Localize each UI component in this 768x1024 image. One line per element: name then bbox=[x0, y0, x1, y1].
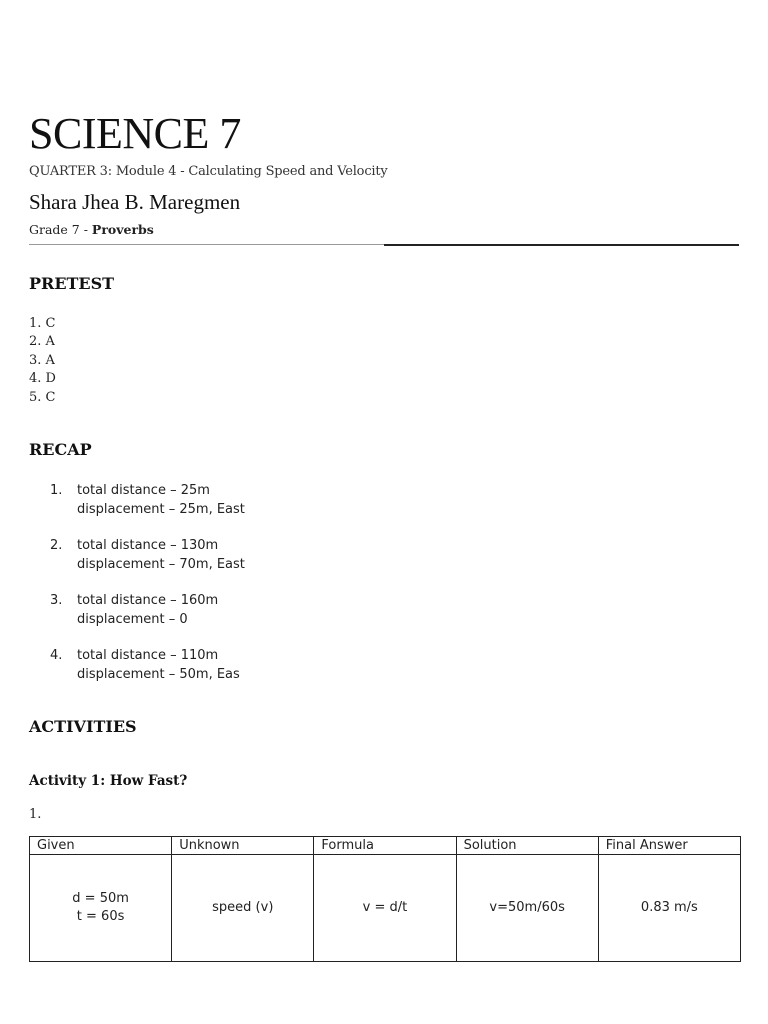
recap-heading: RECAP bbox=[29, 440, 92, 459]
pretest-answer: 5. C bbox=[29, 389, 56, 405]
cell-formula: v = d/t bbox=[314, 855, 456, 962]
cell-solution: v=50m/60s bbox=[456, 855, 598, 962]
pretest-answer: 1. C bbox=[29, 316, 56, 331]
recap-item bbox=[50, 647, 245, 684]
pretest-answer: 2. A bbox=[29, 334, 55, 350]
recap-item bbox=[50, 482, 245, 519]
grade-section bbox=[29, 221, 154, 239]
pretest-heading: PRETEST bbox=[29, 274, 115, 293]
column-header-formula: Formula bbox=[314, 837, 456, 855]
grade-label: Grade 7 - bbox=[29, 222, 92, 237]
table-header-row bbox=[30, 837, 741, 855]
activity-1-title: Activity 1: How Fast? bbox=[29, 773, 188, 789]
column-header-solution: Solution bbox=[456, 837, 598, 855]
given-distance: d = 50m bbox=[72, 891, 129, 906]
recap-item-number: 4. bbox=[50, 648, 63, 663]
column-header-unknown: Unknown bbox=[172, 837, 314, 855]
table-row bbox=[30, 855, 741, 962]
recap-item bbox=[50, 592, 245, 629]
module-subtitle: QUARTER 3: Module 4 - Calculating Speed and Velocity bbox=[29, 164, 388, 179]
recap-total-distance: total distance – 25m bbox=[77, 483, 210, 498]
activities-heading: ACTIVITIES bbox=[29, 717, 137, 736]
author-name: Shara Jhea B. Maregmen bbox=[29, 190, 241, 214]
recap-displacement: displacement – 25m, East bbox=[77, 501, 245, 517]
recap-list bbox=[50, 482, 245, 702]
column-header-final-answer: Final Answer bbox=[598, 837, 740, 855]
recap-item-number: 2. bbox=[50, 538, 63, 553]
recap-total-distance: total distance – 110m bbox=[77, 648, 219, 663]
cell-unknown: speed (v) bbox=[172, 855, 314, 962]
cell-given bbox=[30, 855, 172, 962]
recap-displacement: displacement – 50m, Eas bbox=[77, 666, 240, 682]
recap-displacement: displacement – 70m, East bbox=[77, 556, 245, 572]
activity-item-number: 1. bbox=[29, 807, 42, 822]
solution-table bbox=[29, 836, 741, 962]
recap-total-distance: total distance – 160m bbox=[77, 593, 219, 608]
pretest-answers bbox=[29, 315, 56, 407]
recap-total-distance: total distance – 130m bbox=[77, 538, 219, 553]
cell-final-answer: 0.83 m/s bbox=[598, 855, 740, 962]
column-header-given: Given bbox=[30, 837, 172, 855]
pretest-answer: 3. A bbox=[29, 352, 55, 368]
recap-displacement: displacement – 0 bbox=[77, 611, 188, 627]
header-divider-accent bbox=[384, 244, 739, 246]
given-time: t = 60s bbox=[76, 909, 125, 924]
document-title: SCIENCE 7 bbox=[29, 109, 241, 158]
recap-item-number: 3. bbox=[50, 593, 63, 608]
recap-item bbox=[50, 537, 245, 574]
section-name: Proverbs bbox=[91, 222, 154, 237]
pretest-answer: 4. D bbox=[29, 371, 56, 387]
recap-item-number: 1. bbox=[50, 483, 63, 498]
